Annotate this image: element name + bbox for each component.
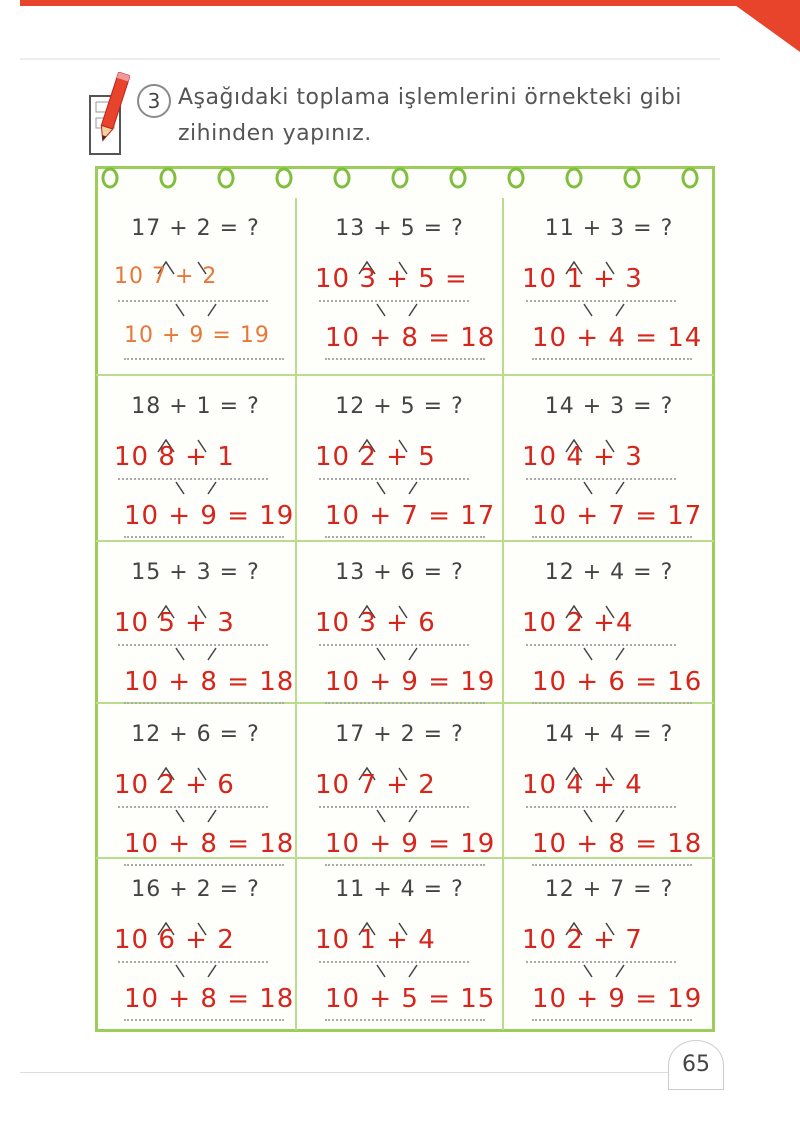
result-step: 10 + 9 = 19 bbox=[124, 501, 295, 531]
problem-text: 18 + 1 = ? bbox=[131, 394, 260, 419]
answer-line bbox=[325, 536, 485, 538]
merge-marks bbox=[357, 963, 437, 981]
exercise-cell bbox=[504, 859, 714, 1030]
exercise-cell bbox=[504, 704, 714, 859]
page-corner-decoration bbox=[728, 0, 800, 52]
footer-line bbox=[20, 1072, 670, 1073]
result-step: 10 + 8 = 18 bbox=[124, 984, 295, 1014]
decomposition-step: 10 1 + 3 bbox=[522, 264, 643, 294]
result-step: 10 + 4 = 14 bbox=[532, 323, 703, 353]
ring-icon bbox=[393, 169, 407, 187]
exercise-cell bbox=[96, 859, 297, 1030]
result-step: 10 + 8 = 18 bbox=[325, 323, 496, 353]
result-step: 10 + 7 = 17 bbox=[532, 501, 703, 531]
merge-marks bbox=[357, 646, 437, 664]
exercise-cell bbox=[297, 859, 504, 1030]
ring-icon bbox=[683, 169, 697, 187]
merge-marks bbox=[156, 646, 236, 664]
exercise-cell bbox=[297, 704, 504, 859]
merge-marks bbox=[357, 480, 437, 498]
result-step: 10 + 5 = 15 bbox=[325, 984, 496, 1014]
ring-icon bbox=[625, 169, 639, 187]
instruction-line-1: Aşağıdaki toplama işlemlerini örnekteki gibi bbox=[178, 85, 682, 110]
problem-text: 17 + 2 = ? bbox=[131, 216, 260, 241]
merge-marks bbox=[156, 808, 236, 826]
answer-line bbox=[532, 536, 692, 538]
problem-text: 13 + 6 = ? bbox=[335, 560, 464, 585]
problem-text: 12 + 5 = ? bbox=[335, 394, 464, 419]
result-step: 10 + 8 = 18 bbox=[124, 667, 295, 697]
decomposition-step: 10 2 + 7 bbox=[522, 925, 643, 955]
decomposition-step: 10 8 + 1 bbox=[114, 442, 235, 472]
problem-text: 14 + 3 = ? bbox=[544, 394, 674, 419]
result-step: 10 + 9 = 19 bbox=[325, 667, 496, 697]
ring-icon bbox=[219, 169, 233, 187]
decomposition-step: 10 7 + 2 bbox=[315, 770, 436, 800]
exercise-cell bbox=[297, 542, 504, 704]
pencil-icon bbox=[88, 72, 130, 158]
answer-line bbox=[532, 358, 692, 360]
merge-marks bbox=[564, 646, 644, 664]
problem-text: 17 + 2 = ? bbox=[335, 722, 464, 747]
decomposition-step: 10 2 +4 bbox=[522, 608, 634, 638]
decomposition-step: 10 3 + 5 = bbox=[315, 264, 468, 294]
answer-line bbox=[124, 536, 284, 538]
decomposition-step: 10 3 + 6 bbox=[315, 608, 436, 638]
decomposition-step: 10 2 + 6 bbox=[114, 770, 235, 800]
ring-icon bbox=[161, 169, 175, 187]
exercise-grid bbox=[96, 198, 714, 1030]
exercise-cell bbox=[504, 376, 714, 542]
result-step: 10 + 9 = 19 bbox=[325, 829, 496, 859]
decomposition-step: 10 7 + 2 bbox=[114, 264, 218, 289]
decomposition-step: 10 1 + 4 bbox=[315, 925, 436, 955]
result-step: 10 + 9 = 19 bbox=[532, 984, 703, 1014]
problem-text: 12 + 4 = ? bbox=[544, 560, 674, 585]
answer-line bbox=[325, 358, 485, 360]
merge-marks bbox=[357, 808, 437, 826]
merge-marks bbox=[156, 480, 236, 498]
result-step: 10 + 7 = 17 bbox=[325, 501, 496, 531]
problem-text: 13 + 5 = ? bbox=[335, 216, 464, 241]
decomposition-step: 10 4 + 4 bbox=[522, 770, 643, 800]
ring-icon bbox=[567, 169, 581, 187]
exercise-cell bbox=[297, 198, 504, 376]
exercise-cell bbox=[96, 542, 297, 704]
merge-marks bbox=[564, 808, 644, 826]
answer-line bbox=[325, 1019, 485, 1021]
decomposition-step: 10 5 + 3 bbox=[114, 608, 235, 638]
answer-line bbox=[124, 1019, 284, 1021]
problem-text: 12 + 6 = ? bbox=[131, 722, 260, 747]
question-instruction bbox=[178, 80, 698, 152]
page-number: 65 bbox=[668, 1040, 724, 1090]
answer-line bbox=[124, 358, 284, 360]
decomposition-step: 10 2 + 5 bbox=[315, 442, 436, 472]
merge-marks bbox=[564, 480, 644, 498]
exercise-cell bbox=[96, 704, 297, 859]
ring-icon bbox=[509, 169, 523, 187]
exercise-cell bbox=[96, 376, 297, 542]
result-step: 10 + 8 = 18 bbox=[124, 829, 295, 859]
ring-icon bbox=[451, 169, 465, 187]
merge-marks bbox=[357, 302, 437, 320]
merge-marks bbox=[564, 963, 644, 981]
problem-text: 16 + 2 = ? bbox=[131, 877, 260, 902]
decomposition-step: 10 6 + 2 bbox=[114, 925, 235, 955]
problem-text: 11 + 4 = ? bbox=[335, 877, 464, 902]
problem-text: 11 + 3 = ? bbox=[544, 216, 674, 241]
exercise-cell bbox=[504, 542, 714, 704]
decomposition-step: 10 4 + 3 bbox=[522, 442, 643, 472]
merge-marks bbox=[156, 963, 236, 981]
merge-marks bbox=[564, 302, 644, 320]
result-step: 10 + 6 = 16 bbox=[532, 667, 703, 697]
ring-icon bbox=[103, 169, 117, 187]
exercise-cell bbox=[504, 198, 714, 376]
answer-line bbox=[532, 1019, 692, 1021]
question-number-badge: 3 bbox=[137, 84, 171, 118]
exercise-cell bbox=[297, 376, 504, 542]
problem-text: 14 + 4 = ? bbox=[544, 722, 674, 747]
header-divider bbox=[20, 6, 720, 60]
ring-icon bbox=[335, 169, 349, 187]
exercise-cell bbox=[96, 198, 297, 376]
merge-marks bbox=[156, 302, 236, 320]
problem-text: 12 + 7 = ? bbox=[544, 877, 674, 902]
ring-icon bbox=[277, 169, 291, 187]
result-step: 10 + 9 = 19 bbox=[124, 323, 270, 348]
instruction-line-2: zihinden yapınız. bbox=[178, 121, 372, 146]
problem-text: 15 + 3 = ? bbox=[131, 560, 260, 585]
spiral-binding-rings bbox=[96, 160, 716, 194]
result-step: 10 + 8 = 18 bbox=[532, 829, 703, 859]
